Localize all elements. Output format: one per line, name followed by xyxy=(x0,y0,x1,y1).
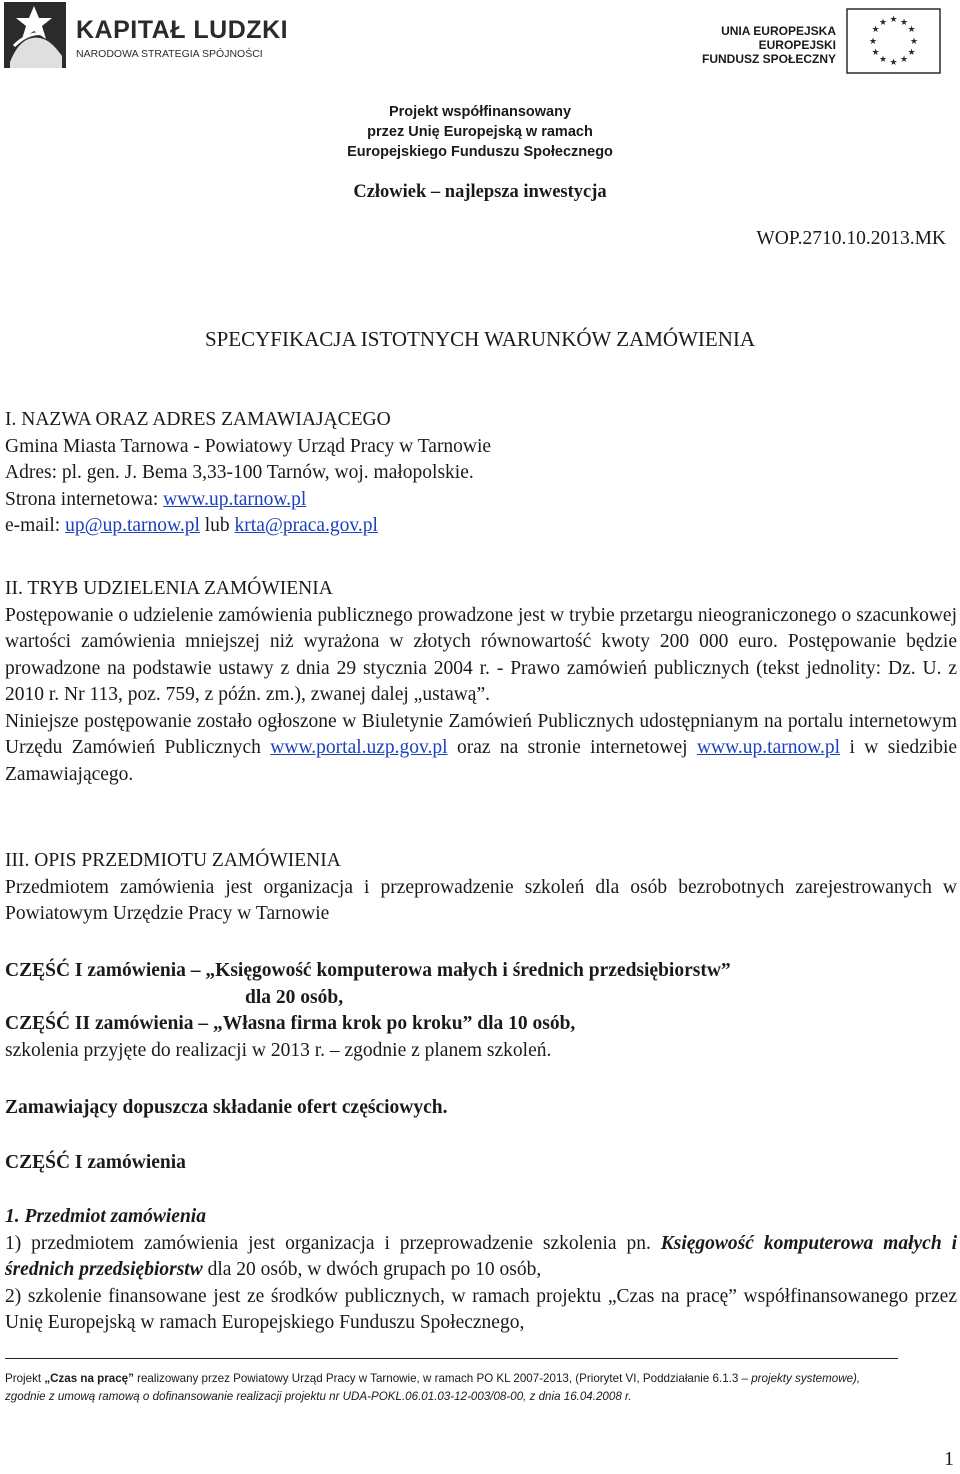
svg-text:★: ★ xyxy=(889,58,898,68)
part-1-line: CZĘŚĆ I zamówienia – „Księgowość komputerowa małych i średnich przedsiębiorstw” xyxy=(5,960,731,981)
section-2 xyxy=(5,576,957,788)
svg-text:★: ★ xyxy=(899,55,909,65)
section-3-heading: III. OPIS PRZEDMIOTU ZAMÓWIENIA xyxy=(5,850,341,871)
footer-line-1-b: realizowany przez Powiatowy Urząd Pracy w Tarnowie, w ramach PO KL 2007-2013, (Priorytet VI, Poddziałanie 6.1.3 – xyxy=(133,1372,752,1385)
email-link-1[interactable]: up@up.tarnow.pl xyxy=(65,515,200,536)
training-title: Księgowość komputerowa małych i średnich przedsiębiorstw xyxy=(5,1232,957,1280)
kapital-ludzki-name: KAPITAŁ LUDZKI xyxy=(76,16,289,44)
section-1 xyxy=(5,407,957,540)
subject-item-1 xyxy=(5,1231,957,1284)
section-1-email-line xyxy=(5,513,957,540)
cofinancing-note xyxy=(0,102,960,162)
section-1-website-line xyxy=(5,487,957,514)
footer xyxy=(5,1370,960,1406)
subject-heading: 1. Przedmiot zamówienia xyxy=(5,1206,206,1227)
cofinancing-line2: przez Unię Europejską w ramach xyxy=(367,124,593,140)
svg-text:★: ★ xyxy=(871,48,880,58)
page-number: 1 xyxy=(944,1448,954,1470)
part-1-participants: dla 20 osób, xyxy=(245,986,344,1008)
eu-logo-line2: EUROPEJSKI xyxy=(758,38,836,52)
section-1-line2: Adres: pl. gen. J. Bema 3,33-100 Tarnów, woj. małopolskie. xyxy=(5,462,474,483)
uzp-portal-link[interactable]: www.portal.uzp.gov.pl xyxy=(270,737,448,758)
kapital-ludzki-subtitle: NARODOWA STRATEGIA SPÓJNOŚCI xyxy=(76,48,263,60)
footer-line-1 xyxy=(5,1370,960,1388)
eu-logo-line3: FUNDUSZ SPOŁECZNY xyxy=(701,52,836,66)
svg-text:★: ★ xyxy=(899,18,909,28)
subject-item-2: 2) szkolenie finansowane jest ze środków publicznych, w ramach projektu „Czas na pracę” współfinansowanego przez Unię Europejską w ramach Europejskiego Funduszu Społecznego, xyxy=(5,1285,957,1333)
section-2-paragraph-2 xyxy=(5,709,957,789)
part-2-line: CZĘŚĆ II zamówienia – „Własna firma krok po kroku” dla 10 osób, xyxy=(5,1013,576,1034)
section-2-paragraph-2-text-a: Niniejsze postępowanie zostało ogłoszone w Biuletynie Zamówień Publicznych udostępnianym na portalu internetowym Urzędu Zamówień Publicznych xyxy=(5,710,957,758)
svg-text:★: ★ xyxy=(889,15,898,25)
svg-text:★: ★ xyxy=(871,25,880,35)
section-2-paragraph-1: Postępowanie o udzielenie zamówienia publicznego prowadzone jest w trybie przetargu nieograniczonego o szacunkowej wartości zamówienia mniejszej niż wyrażona w złotych równowartość kwoty 200 000 euro. Postępowanie będzie prowadzone na podstawie ustawy z dnia 29 stycznia 2004 r. - Prawo zamówień publicznych (tekst jednolity: Dz. U. z 2010 r. Nr 113, poz. 759, z późn. zm.), zwanej dalej „ustawą”. xyxy=(5,604,957,705)
document-title: SPECYFIKACJA ISTOTNYCH WARUNKÓW ZAMÓWIENIA xyxy=(204,327,756,351)
subject-item-1-text-a: 1) przedmiotem zamówienia jest organizacja i przeprowadzenie szkolenia pn. xyxy=(5,1232,661,1254)
motto: Człowiek – najlepsza inwestycja xyxy=(353,182,607,202)
eu-flag-icon xyxy=(846,8,941,74)
footer-line-2: zgodnie z umową ramową o dofinansowanie realizacji projektu nr UDA-POKL.06.01.03-12-003/08-00, z dnia 16.04.2008 r. xyxy=(5,1390,632,1403)
svg-text:★: ★ xyxy=(878,18,888,28)
part-1-heading: CZĘŚĆ I zamówienia xyxy=(5,1152,186,1173)
up-tarnow-link[interactable]: www.up.tarnow.pl xyxy=(696,737,841,758)
website-link[interactable]: www.up.tarnow.pl xyxy=(163,488,307,510)
footer-line-1-a: Projekt xyxy=(5,1372,45,1385)
svg-text:★: ★ xyxy=(907,25,916,35)
cofinancing-line3: Europejskiego Funduszu Społecznego xyxy=(347,144,613,160)
kapital-ludzki-logo xyxy=(4,2,289,72)
svg-text:★: ★ xyxy=(907,48,916,58)
email-separator: lub xyxy=(199,515,235,536)
section-1-heading: I. NAZWA ORAZ ADRES ZAMAWIAJĄCEGO xyxy=(5,409,391,430)
footer-project-name: „Czas na pracę” xyxy=(44,1372,134,1385)
footer-line-1-italic: projekty systemowe), xyxy=(751,1372,861,1385)
svg-text:★: ★ xyxy=(868,37,878,47)
website-label: Strona internetowa: xyxy=(5,488,164,510)
section-1-line1: Gmina Miasta Tarnowa - Powiatowy Urząd Pracy w Tarnowie xyxy=(5,435,492,457)
svg-text:★: ★ xyxy=(878,55,888,65)
email-label: e-mail: xyxy=(5,515,66,536)
svg-text:★: ★ xyxy=(909,37,919,47)
eu-logo-line1: UNIA EUROPEJSKA xyxy=(721,24,836,38)
partial-offers-note: Zamawiający dopuszcza składanie ofert częściowych. xyxy=(5,1097,448,1118)
section-2-paragraph-2-text-b: oraz na stronie internetowej xyxy=(447,737,697,758)
training-plan-line: szkolenia przyjęte do realizacji w 2013 r. – zgodnie z planem szkoleń. xyxy=(5,1039,552,1061)
subject-item-1-text-b: dla 20 osób, w dwóch grupach po 10 osób, xyxy=(202,1259,542,1280)
eu-logo-text xyxy=(700,24,836,66)
section-2-heading: II. TRYB UDZIELENIA ZAMÓWIENIA xyxy=(5,578,333,599)
cofinancing-line1: Projekt współfinansowany xyxy=(388,104,572,120)
email-link-2[interactable]: krta@praca.gov.pl xyxy=(234,515,378,536)
reference-number: WOP.2710.10.2013.MK xyxy=(756,228,946,249)
subject-section xyxy=(5,1204,957,1337)
footer-divider xyxy=(5,1358,898,1359)
section-3 xyxy=(5,848,957,928)
section-2-paragraph-2-text-c: i w siedzibie Zamawiającego. xyxy=(5,737,958,785)
order-parts xyxy=(5,958,957,1064)
eu-logo xyxy=(700,8,944,78)
section-3-paragraph: Przedmiotem zamówienia jest organizacja i przeprowadzenie szkoleń dla osób bezrobotnych zarejestrowanych w Powiatowym Urzędzie Pracy w Tarnowie xyxy=(5,876,957,924)
